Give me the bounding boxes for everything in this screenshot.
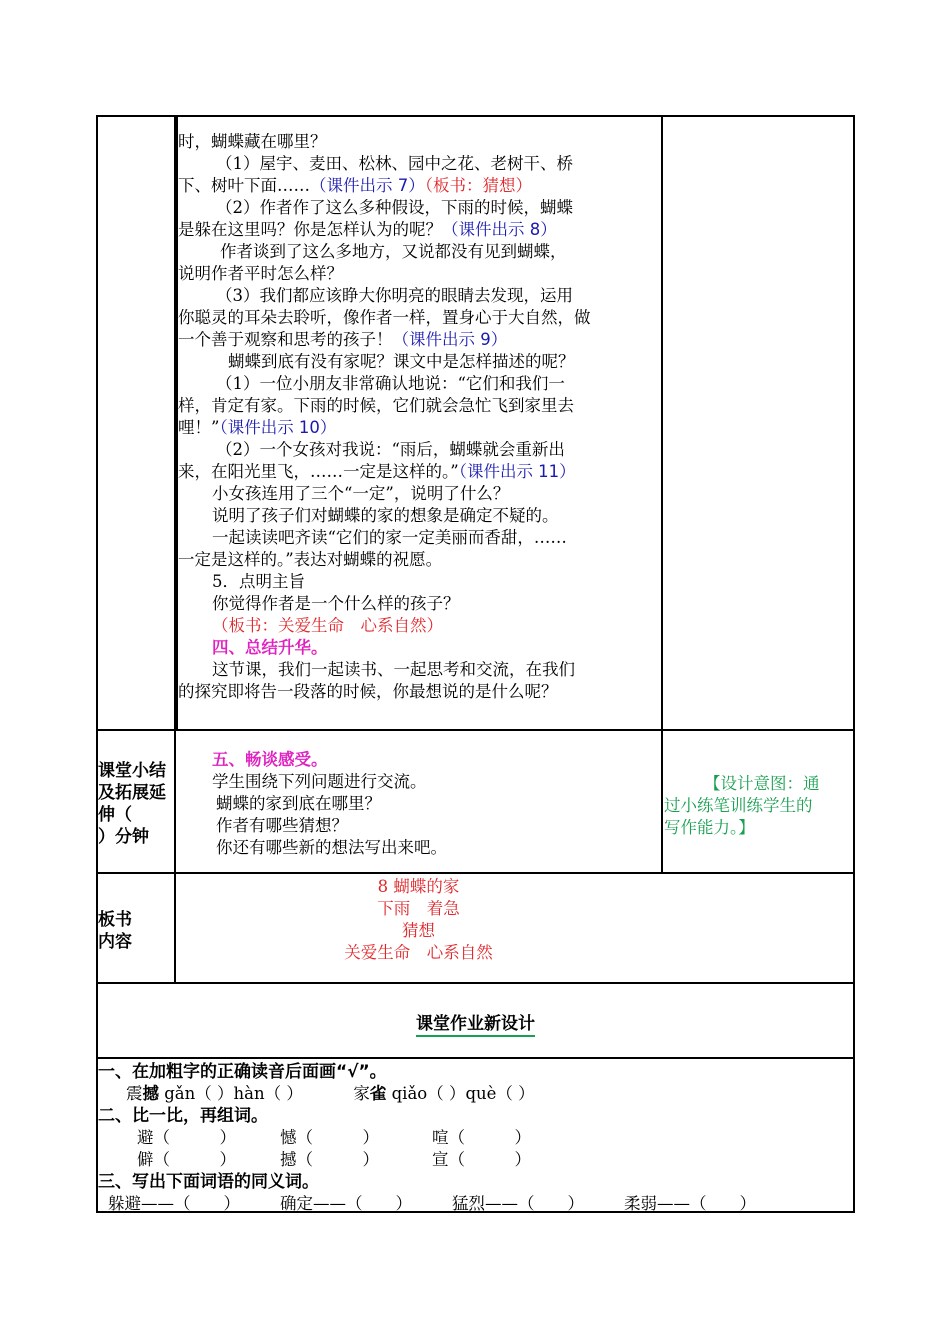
text-line: 学生围绕下列问题进行交流。: [212, 772, 427, 791]
column-divider-2: [661, 115, 663, 873]
text-line: [178, 461, 576, 483]
synonym-item: 柔弱——（ ）: [624, 1194, 756, 1213]
text-span: 家: [353, 1084, 370, 1103]
table-left-border: [96, 115, 98, 1213]
compare-item: 避（ ）: [137, 1128, 236, 1147]
design-note: 写作能力。】: [664, 818, 755, 837]
row-label: 及拓展延: [98, 783, 166, 803]
text-line: 你还有哪些新的想法写出来吧。: [216, 838, 447, 857]
row-label: ）分钟: [98, 827, 149, 847]
text-span: 是躲在这里吗？你是怎样认为的呢？: [178, 220, 442, 239]
homework-title: [96, 1013, 855, 1035]
courseware-note: （课件出示 11）: [458, 462, 576, 481]
text-line: 一定是这样的。”表达对蝴蝶的祝愿。: [178, 550, 443, 569]
text-span: 来，在阳光里飞，……一定是这样的。”: [178, 462, 459, 481]
board-note: （板书：关爱生命 心系自然）: [212, 616, 443, 635]
row-label: 板书: [98, 910, 132, 930]
text-line: [178, 417, 336, 439]
board-line: 猜想: [402, 921, 435, 940]
design-note: 【设计意图：通: [704, 774, 820, 793]
text-line: [178, 175, 532, 197]
text-span: 一个善于观察和思考的孩子！: [178, 330, 393, 349]
text-span: 震: [126, 1084, 143, 1103]
pinyin-options: qiǎo（ ）què（ ）: [386, 1084, 535, 1103]
compare-item: 撼（ ）: [280, 1150, 379, 1169]
row-label: 课堂小结: [98, 761, 166, 781]
text-line: 作者有哪些猜想？: [216, 816, 348, 835]
question-title: 二、比一比，再组词。: [98, 1106, 268, 1126]
text-line: 说明了孩子们对蝴蝶的家的想象是确定不疑的。: [212, 506, 559, 525]
section-heading: 5．点明主旨: [212, 572, 305, 591]
row-divider-1: [96, 729, 855, 731]
text-line: （2）作者作了这么多种假设，下雨的时候，蝴蝶: [216, 198, 573, 217]
table-right-border: [853, 115, 855, 1213]
text-line: 你觉得作者是一个什么样的孩子？: [212, 594, 460, 613]
text-line: （1）屋宇、麦田、松林、园中之花、老树干、桥: [216, 154, 573, 173]
compare-item: 憾（ ）: [280, 1128, 379, 1147]
synonym-item: 猛烈——（ ）: [452, 1194, 584, 1213]
text-line: [178, 219, 557, 241]
courseware-note: （课件出示 7）: [310, 176, 425, 195]
homework-title-text: 课堂作业新设计: [416, 1014, 535, 1037]
section-heading: 五、畅谈感受。: [212, 750, 328, 769]
text-line: 说明作者平时怎么样？: [178, 264, 343, 283]
text-line: （1）一位小朋友非常确认地说：“它们和我们一: [216, 374, 565, 393]
row-label: 内容: [98, 932, 132, 952]
text-line: 一起读读吧齐读“它们的家一定美丽而香甜，……: [212, 528, 567, 547]
synonym-item: 确定——（ ）: [280, 1194, 412, 1213]
synonym-item: 躲避——（ ）: [108, 1194, 240, 1213]
compare-item: 宣（ ）: [432, 1150, 531, 1169]
board-line: 下雨 着急: [377, 899, 460, 918]
courseware-note: （课件出示 10）: [219, 418, 337, 437]
text-line: 蝴蝶的家到底在哪里？: [216, 794, 381, 813]
row-divider-4: [96, 1057, 855, 1059]
question-title: 三、写出下面词语的同义词。: [98, 1172, 319, 1192]
pinyin-options: gǎn（ ）hàn（ ）: [159, 1084, 303, 1103]
text-line: 蝴蝶到底有没有家呢？课文中是怎样描述的呢？: [228, 352, 575, 371]
board-note: （板书：猜想）: [424, 176, 532, 195]
text-line: 样，肯定有家。下雨的时候，它们就会急忙飞到家里去: [178, 396, 574, 415]
row-divider-2: [96, 872, 855, 874]
text-line: 小女孩连用了三个“一定”，说明了什么？: [212, 484, 510, 503]
text-line: （3）我们都应该睁大你明亮的眼睛去发现，运用: [216, 286, 573, 305]
text-line: 这节课，我们一起读书、一起思考和交流，在我们: [212, 660, 575, 679]
text-line: 你聪灵的耳朵去聆听，像作者一样，置身心于大自然，做: [178, 308, 591, 327]
design-note: 过小练笔训练学生的: [664, 796, 813, 815]
text-line: 时，蝴蝶藏在哪里？: [178, 132, 327, 151]
bold-char: 雀: [369, 1084, 387, 1103]
bold-char: 撼: [142, 1084, 159, 1103]
courseware-note: （课件出示 9）: [392, 330, 508, 349]
courseware-note: （课件出示 8）: [442, 220, 557, 239]
text-span: 下、树叶下面……: [178, 176, 310, 195]
text-line: 的探究即将告一段落的时候，你最想说的是什么呢？: [178, 682, 558, 701]
section-heading: 四、总结升华。: [212, 638, 328, 657]
row-divider-3: [96, 982, 855, 984]
compare-item: 僻（ ）: [137, 1150, 236, 1169]
text-line: （2）一个女孩对我说：“雨后，蝴蝶就会重新出: [216, 440, 565, 459]
text-line: [178, 329, 507, 351]
table-top-border: [96, 115, 855, 117]
question-line: [126, 1083, 535, 1105]
compare-item: 喧（ ）: [432, 1128, 531, 1147]
text-span: 哩！”: [178, 418, 220, 437]
board-line: 关爱生命 心系自然: [344, 943, 493, 962]
board-title: 8 蝴蝶的家: [377, 877, 460, 896]
question-title: 一、在加粗字的正确读音后面画“√”。: [98, 1062, 387, 1082]
text-line: 作者谈到了这么多地方，又说都没有见到蝴蝶，: [220, 242, 567, 261]
row-label: 伸（: [98, 805, 132, 825]
